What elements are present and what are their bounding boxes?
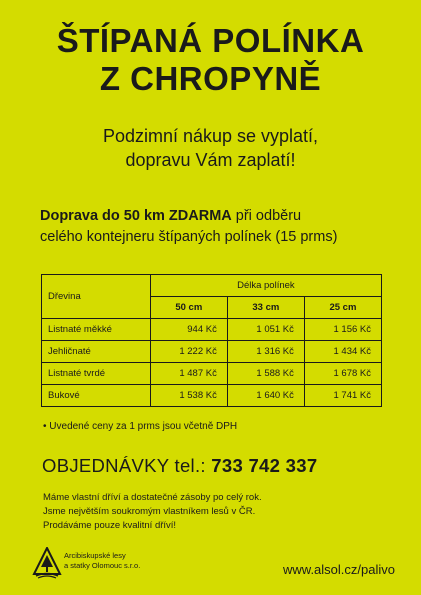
- price-cell: 1 588 Kč: [227, 363, 304, 385]
- table-row: [42, 363, 382, 385]
- column-25cm: 25 cm: [304, 297, 381, 319]
- claims: [43, 491, 262, 533]
- forest-logo-icon: [32, 547, 62, 579]
- price-cell: 1 487 Kč: [150, 363, 227, 385]
- orders-label: OBJEDNÁVKY tel.:: [42, 455, 212, 476]
- delivery-offer: [40, 206, 400, 248]
- column-33cm: 33 cm: [227, 297, 304, 319]
- price-cell: 944 Kč: [150, 319, 227, 341]
- wood-name: Listnaté tvrdé: [42, 363, 151, 385]
- price-cell: 1 678 Kč: [304, 363, 381, 385]
- claim-line: Máme vlastní dříví a dostatečné zásoby po celý rok.: [43, 492, 262, 503]
- offer-condition: při odběru: [231, 208, 302, 224]
- price-table: [41, 274, 382, 407]
- subheadline-line-2: dopravu Vám zaplatí!: [125, 150, 296, 170]
- claim-line: Jsme největším soukromým vlastníkem lesů v ČR.: [43, 506, 256, 517]
- price-cell: 1 156 Kč: [304, 319, 381, 341]
- headline-line-2: Z CHROPYNĚ: [99, 60, 322, 97]
- price-cell: 1 434 Kč: [304, 341, 381, 363]
- company-name-line-1: Arcibiskupské lesy: [64, 551, 126, 560]
- wood-name: Jehličnaté: [42, 341, 151, 363]
- free-delivery-text: Doprava do 50 km ZDARMA: [40, 208, 232, 224]
- phone-number[interactable]: 733 742 337: [211, 455, 318, 476]
- column-50cm: 50 cm: [150, 297, 227, 319]
- wood-column-header: Dřevina: [42, 275, 151, 319]
- subheadline: [0, 124, 421, 172]
- table-row: [42, 341, 382, 363]
- claim-line: Prodáváme pouze kvalitní dříví!: [43, 520, 177, 531]
- headline: [0, 22, 421, 98]
- price-cell: 1 741 Kč: [304, 385, 381, 407]
- vat-note: • Uvedené ceny za 1 prms jsou včetně DPH: [43, 421, 238, 432]
- website-link[interactable]: www.alsol.cz/palivo: [283, 562, 395, 577]
- wood-name: Listnaté měkké: [42, 319, 151, 341]
- company-name-line-2: a statky Olomouc s.r.o.: [64, 561, 141, 570]
- orders-line: [42, 455, 317, 477]
- offer-container-text: celého kontejneru štípaných polínek (15 prms): [40, 229, 338, 245]
- price-cell: 1 051 Kč: [227, 319, 304, 341]
- company-name: [64, 551, 140, 571]
- table-row: [42, 319, 382, 341]
- price-cell: 1 222 Kč: [150, 341, 227, 363]
- wood-name: Bukové: [42, 385, 151, 407]
- price-cell: 1 640 Kč: [227, 385, 304, 407]
- price-cell: 1 316 Kč: [227, 341, 304, 363]
- table-row: [42, 385, 382, 407]
- price-cell: 1 538 Kč: [150, 385, 227, 407]
- headline-line-1: ŠTÍPANÁ POLÍNKA: [56, 22, 365, 59]
- length-column-header: Délka polínek: [150, 275, 381, 297]
- subheadline-line-1: Podzimní nákup se vyplatí,: [102, 126, 319, 146]
